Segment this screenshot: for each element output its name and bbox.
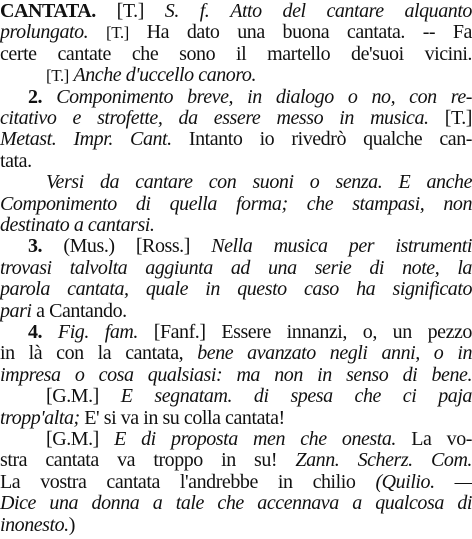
entry-line-14 [0, 279, 472, 300]
entry-line-10 [0, 194, 472, 215]
definition-text: Nella musica per istrumenti [211, 235, 472, 258]
example-text: stra cantata va troppo in su! [0, 449, 278, 472]
source-tag: (Mus.) [Ross.] [63, 235, 190, 258]
citation-text: ) [68, 513, 75, 536]
entry-line-18 [0, 365, 472, 386]
source-tag: [T.] [105, 23, 129, 43]
definition-text: Componimento breve, in dialogo o no, con re- [56, 85, 472, 108]
example-text: La vostra cantata l'andrebbe in chilio [0, 470, 356, 493]
definition-text: a Cantando. [36, 299, 127, 322]
definition-text: citativo e strofette, da essere messo in musica. [0, 107, 429, 129]
entry-line-23 [0, 472, 472, 493]
entry-line-24 [0, 493, 472, 514]
entry-line-3 [0, 44, 472, 65]
definition-text: pari [0, 299, 32, 322]
source-tag: [T.] [116, 0, 144, 22]
entry-line-8 [0, 151, 472, 172]
entry-line-1 [0, 1, 472, 22]
entry-line-6 [0, 108, 472, 129]
part-of-speech: S. f. [164, 0, 210, 22]
definition-text: destinato a cantarsi. [0, 214, 155, 236]
entry-line-25 [0, 515, 472, 536]
citation-text: inonesto. [0, 513, 69, 536]
example-text: [Fanf.] Essere innanzi, o, un pezzo [153, 321, 472, 343]
example-text: La vo- [411, 428, 472, 450]
entry-line-19 [46, 386, 472, 407]
definition-text: tropp'alta; [0, 406, 80, 429]
citation-text: Zann. Scherz. Com. [295, 449, 472, 472]
source-tag: [G.M.] [46, 385, 99, 408]
example-text: certe cantate che sono il martello de'suoi vicini. [0, 42, 472, 65]
definition-text: Componimento di quella forma; che stampasi, non [0, 192, 472, 215]
entry-line-9 [46, 172, 472, 193]
source-tag: [G.M.] [46, 428, 99, 450]
definition-text: impresa o cosa qualsiasi: ma non in senso di bene. [0, 363, 472, 386]
entry-line-4 [46, 65, 472, 86]
definition-text: parola cantata, quale in questo caso ha significato [0, 278, 472, 301]
entry-line-2 [0, 22, 472, 43]
entry-line-12 [28, 236, 472, 257]
example-text: E' si va in su colla cantata! [84, 406, 285, 429]
definition-text: bene avanzato negli anni, o in [197, 342, 472, 365]
source-tag: [T.] [444, 107, 472, 129]
sense-number: 2. [28, 85, 43, 108]
definition-text: E di proposta men che onesta. [114, 428, 396, 450]
definition-text: Atto del cantare alquanto [230, 0, 472, 22]
entry-line-17 [0, 343, 472, 364]
entry-line-7 [0, 129, 472, 150]
entry-line-16 [28, 322, 472, 343]
definition-text: Versi da cantare con suoni o senza. E anche [46, 171, 472, 194]
entry-line-22 [0, 450, 472, 471]
definition-text: prolungato. [0, 21, 89, 44]
entry-line-21 [46, 429, 472, 450]
citation-text: (Quilio. — [375, 470, 472, 493]
entry-line-13 [0, 258, 472, 279]
definition-text: Anche d'uccello canoro. [73, 64, 257, 87]
headword: CANTATA. [0, 0, 96, 22]
citation-text: Dice una donna a tale che accennava a qualcosa di [0, 492, 472, 515]
entry-line-11 [0, 215, 472, 236]
entry-line-15 [0, 301, 472, 322]
register-tag: Fig. fam. [57, 321, 138, 343]
definition-text: trovasi talvolta aggiunta ad una serie di note, la [0, 256, 472, 279]
source-tag: [T.] [46, 66, 69, 86]
example-text: tata. [0, 149, 32, 172]
citation-text: Metast. Impr. Cant. [0, 128, 172, 151]
definition-text: E segnatam. di spesa che ci paja [120, 385, 472, 408]
example-text: in là con la cantata, [0, 342, 184, 365]
entry-line-5 [28, 87, 472, 108]
sense-number: 4. [28, 321, 43, 343]
sense-number: 3. [28, 235, 43, 258]
entry-line-20 [0, 408, 472, 429]
example-text: Ha dato una buona cantata. -- Fa [146, 21, 472, 44]
example-text: Intanto io rivedrò qualche can- [188, 128, 472, 151]
